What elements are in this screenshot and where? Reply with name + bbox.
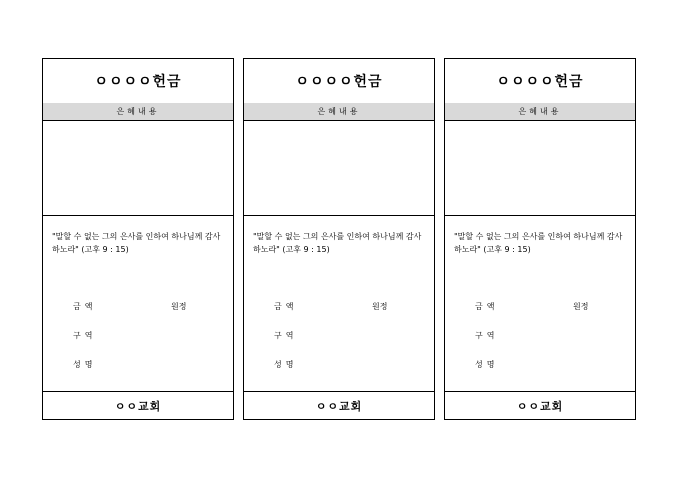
offering-envelope-3: [444, 58, 636, 420]
envelope-title: ㅇㅇㅇㅇ헌금: [445, 59, 635, 104]
envelope-title: ㅇㅇㅇㅇ헌금: [43, 59, 233, 104]
amount-unit: 원정: [171, 302, 187, 311]
grace-content-area: [445, 121, 635, 216]
name-label: 성명: [274, 360, 298, 369]
grace-content-heading: 은혜내용: [43, 103, 233, 121]
amount-label: 금액: [475, 302, 499, 311]
envelope-title: ㅇㅇㅇㅇ헌금: [244, 59, 434, 104]
offering-envelope-2: [243, 58, 435, 420]
grace-content-heading: 은혜내용: [244, 103, 434, 121]
church-name: ㅇㅇ교회: [244, 391, 434, 419]
grace-content-heading: 은혜내용: [445, 103, 635, 121]
scripture-verse: "말할 수 없는 그의 은사를 인하여 하나님께 감사하노라" (고후 9 : 15): [52, 232, 221, 254]
scripture-verse: "말할 수 없는 그의 은사를 인하여 하나님께 감사하노라" (고후 9 : 15): [454, 232, 623, 254]
name-label: 성명: [475, 360, 499, 369]
grace-content-area: [244, 121, 434, 216]
name-label: 성명: [73, 360, 97, 369]
grace-content-area: [43, 121, 233, 216]
scripture-verse: "말할 수 없는 그의 은사를 인하여 하나님께 감사하노라" (고후 9 : 15): [253, 232, 422, 254]
district-label: 구역: [475, 331, 499, 340]
amount-unit: 원정: [372, 302, 388, 311]
offering-envelope-1: [42, 58, 234, 420]
amount-unit: 원정: [573, 302, 589, 311]
district-label: 구역: [73, 331, 97, 340]
amount-label: 금액: [274, 302, 298, 311]
church-name: ㅇㅇ교회: [445, 391, 635, 419]
district-label: 구역: [274, 331, 298, 340]
church-name: ㅇㅇ교회: [43, 391, 233, 419]
amount-label: 금액: [73, 302, 97, 311]
